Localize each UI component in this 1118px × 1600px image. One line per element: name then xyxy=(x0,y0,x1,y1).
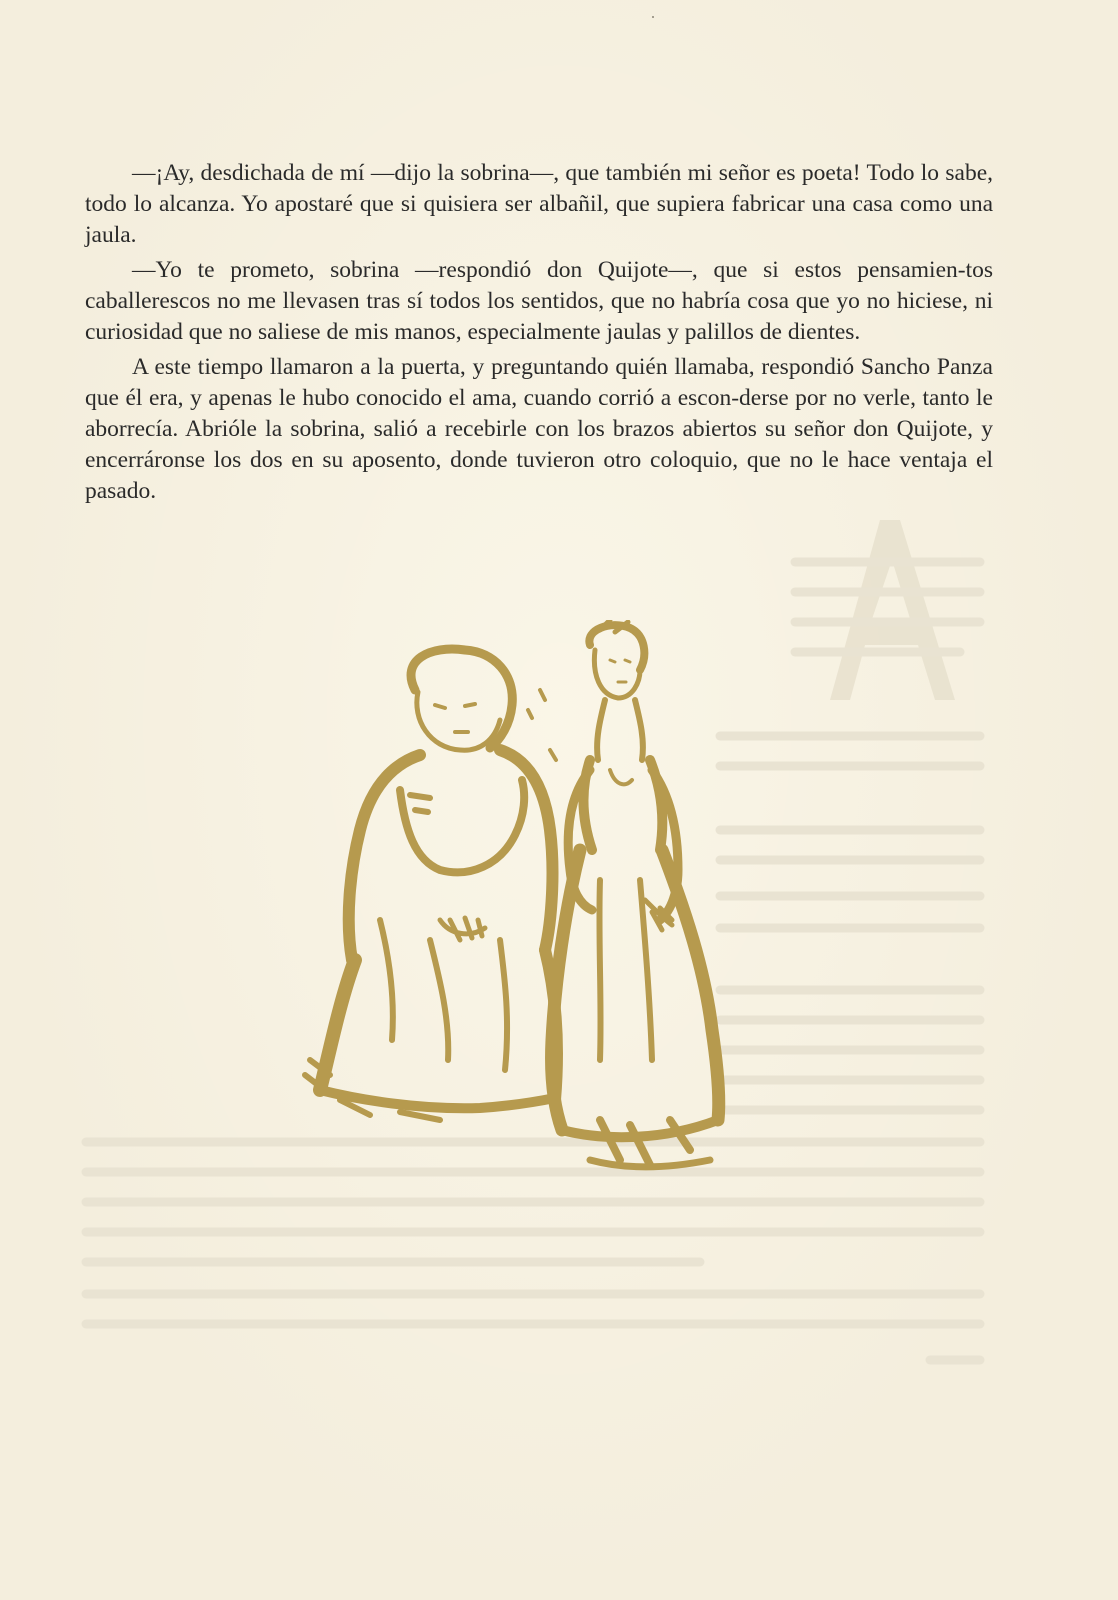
illustration-two-women xyxy=(300,620,760,1180)
paragraph-1: —¡Ay, desdichada de mí —dijo la sobrina—, que también mi señor es poeta! Todo lo sabe, todo lo alcanza. Yo apostaré que si quisiera ser albañil, que supiera fabricar una casa como una jaula. xyxy=(85,160,993,248)
body-text xyxy=(85,158,993,511)
page-speck xyxy=(652,16,654,18)
paragraph-3: A este tiempo llamaron a la puerta, y preguntando quién llamaba, respondió Sancho Panza que él era, y apenas le hubo conocido el ama, cuando corrió a escon-derse por no verle, tanto le aborrecía. Abrióle la sobrina, salió a recebirle con los brazos abiertos su señor don Quijote, y encerráronse los dos en su aposento, donde tuvieron otro coloquio, que no le hace ventaja el pasado. xyxy=(85,354,993,504)
left-woman-figure xyxy=(305,649,557,1120)
paragraph-2: —Yo te prometo, sobrina —respondió don Quijote—, que si estos pensamien-tos caballerescos no me llevasen tras sí todos los sentidos, que no habría cosa que yo no hiciese, ni curiosidad que no saliese de mis manos, especialmente jaulas y palillos de dientes. xyxy=(85,257,993,345)
right-woman-figure xyxy=(552,620,719,1167)
